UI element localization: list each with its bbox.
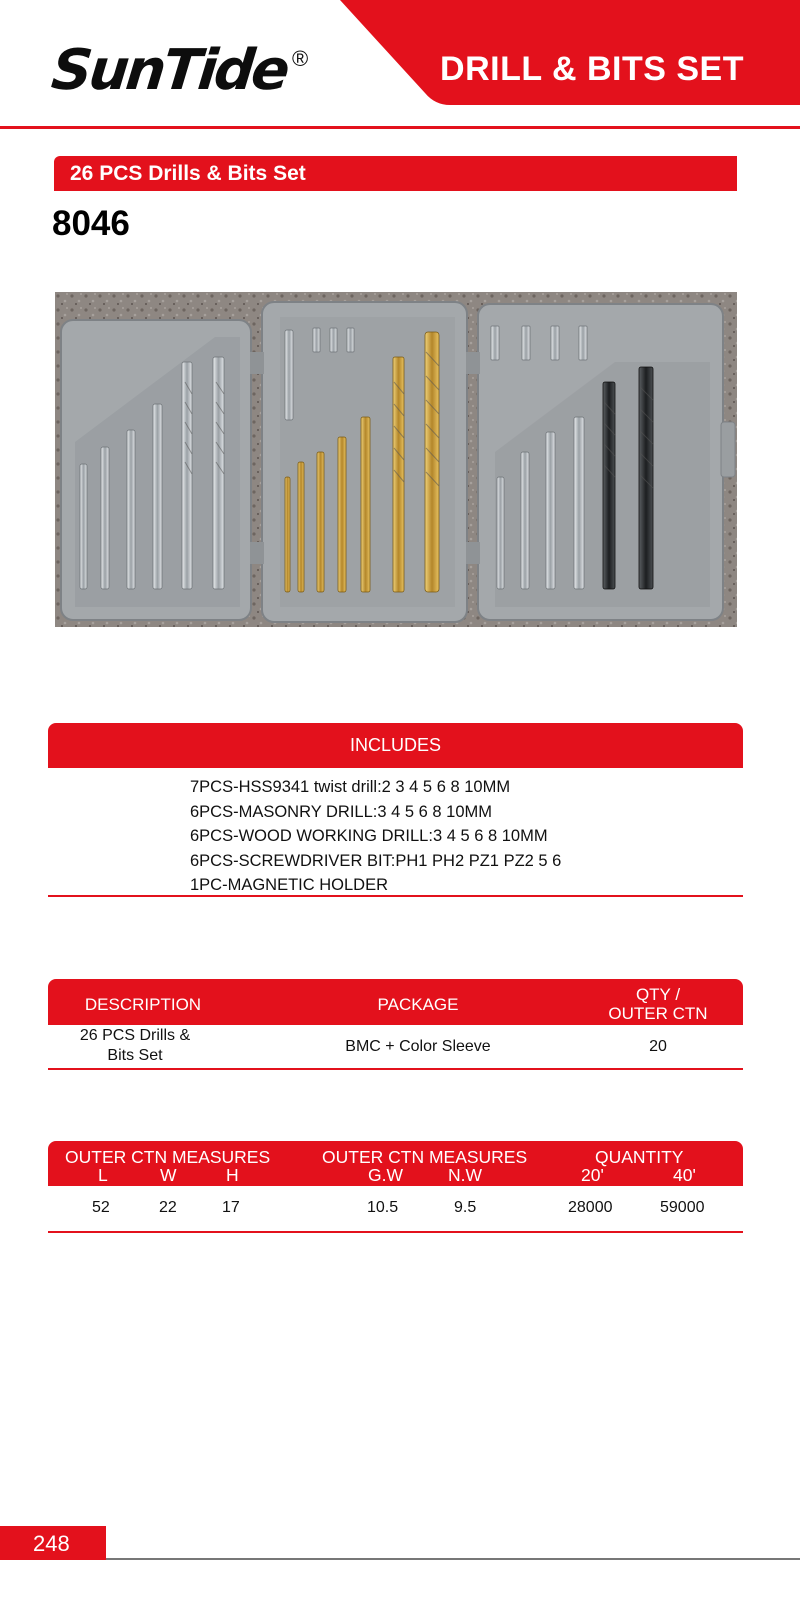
header-dims-title: OUTER CTN MEASURES — [65, 1147, 271, 1167]
product-name-bar — [54, 156, 737, 191]
header-weight-title: OUTER CTN MEASURES — [322, 1147, 528, 1167]
list-item: 7PCS-HSS9341 twist drill:2 3 4 5 6 8 10MM — [190, 778, 511, 796]
includes-divider — [48, 895, 743, 897]
description-table-divider — [48, 1068, 743, 1070]
page-number-box — [0, 1526, 106, 1560]
cell-gw: 10.5 — [367, 1199, 399, 1216]
list-item: 6PCS-MASONRY DRILL:3 4 5 6 8 10MM — [190, 802, 493, 821]
qty-header-line2: OUTER CTN — [608, 1004, 708, 1023]
header-nw: N.W — [448, 1165, 483, 1185]
header-w: W — [160, 1165, 177, 1185]
list-item: 6PCS-SCREWDRIVER BIT:PH1 PH2 PZ1 PZ2 5 6 — [190, 851, 562, 870]
product-name: 26 PCS Drills & Bits Set — [70, 162, 306, 185]
header-h: H — [226, 1165, 239, 1185]
measures-table-divider — [48, 1231, 743, 1233]
header-quantity-title: QUANTITY — [595, 1147, 684, 1167]
header-gw: G.W — [368, 1165, 403, 1185]
cell-l: 52 — [92, 1199, 110, 1216]
measures-table-header — [48, 1141, 743, 1186]
description-line1: 26 PCS Drills & — [79, 1027, 191, 1044]
description-table-header — [48, 979, 743, 1025]
column-header-description: DESCRIPTION — [84, 995, 202, 1014]
page-number: 248 — [33, 1531, 70, 1556]
footer-divider — [106, 1558, 800, 1560]
includes-list — [190, 775, 561, 898]
cell-w: 22 — [159, 1199, 177, 1216]
cell-h: 17 — [222, 1199, 240, 1216]
column-header-qty — [588, 985, 728, 1023]
page-header — [0, 0, 800, 128]
includes-header — [48, 723, 743, 768]
cell-nw: 9.5 — [454, 1199, 477, 1216]
cell-40ft: 59000 — [660, 1199, 705, 1216]
qty-header-line1: QTY / — [635, 985, 681, 1004]
list-item: 1PC-MAGNETIC HOLDER — [190, 876, 389, 894]
product-photo — [55, 292, 737, 627]
brand-logo: SunTide — [48, 38, 290, 103]
header-20ft: 20' — [581, 1165, 604, 1185]
cell-qty: 20 — [649, 1038, 667, 1055]
column-header-package: PACKAGE — [377, 995, 459, 1014]
category-title: DRILL & BITS SET — [440, 50, 744, 88]
registered-mark: ® — [292, 46, 309, 71]
header-l: L — [98, 1165, 108, 1185]
cell-package: BMC + Color Sleeve — [345, 1038, 491, 1055]
header-40ft: 40' — [673, 1165, 696, 1185]
cell-20ft: 28000 — [568, 1199, 613, 1216]
model-number: 8046 — [52, 204, 130, 243]
list-item: 6PCS-WOOD WORKING DRILL:3 4 5 6 8 10MM — [190, 827, 548, 845]
header-divider — [0, 126, 800, 129]
cell-description — [60, 1026, 210, 1066]
includes-title: INCLUDES — [349, 735, 442, 755]
description-line2: Bits Set — [107, 1047, 163, 1064]
drill-case-illustration — [55, 292, 737, 627]
